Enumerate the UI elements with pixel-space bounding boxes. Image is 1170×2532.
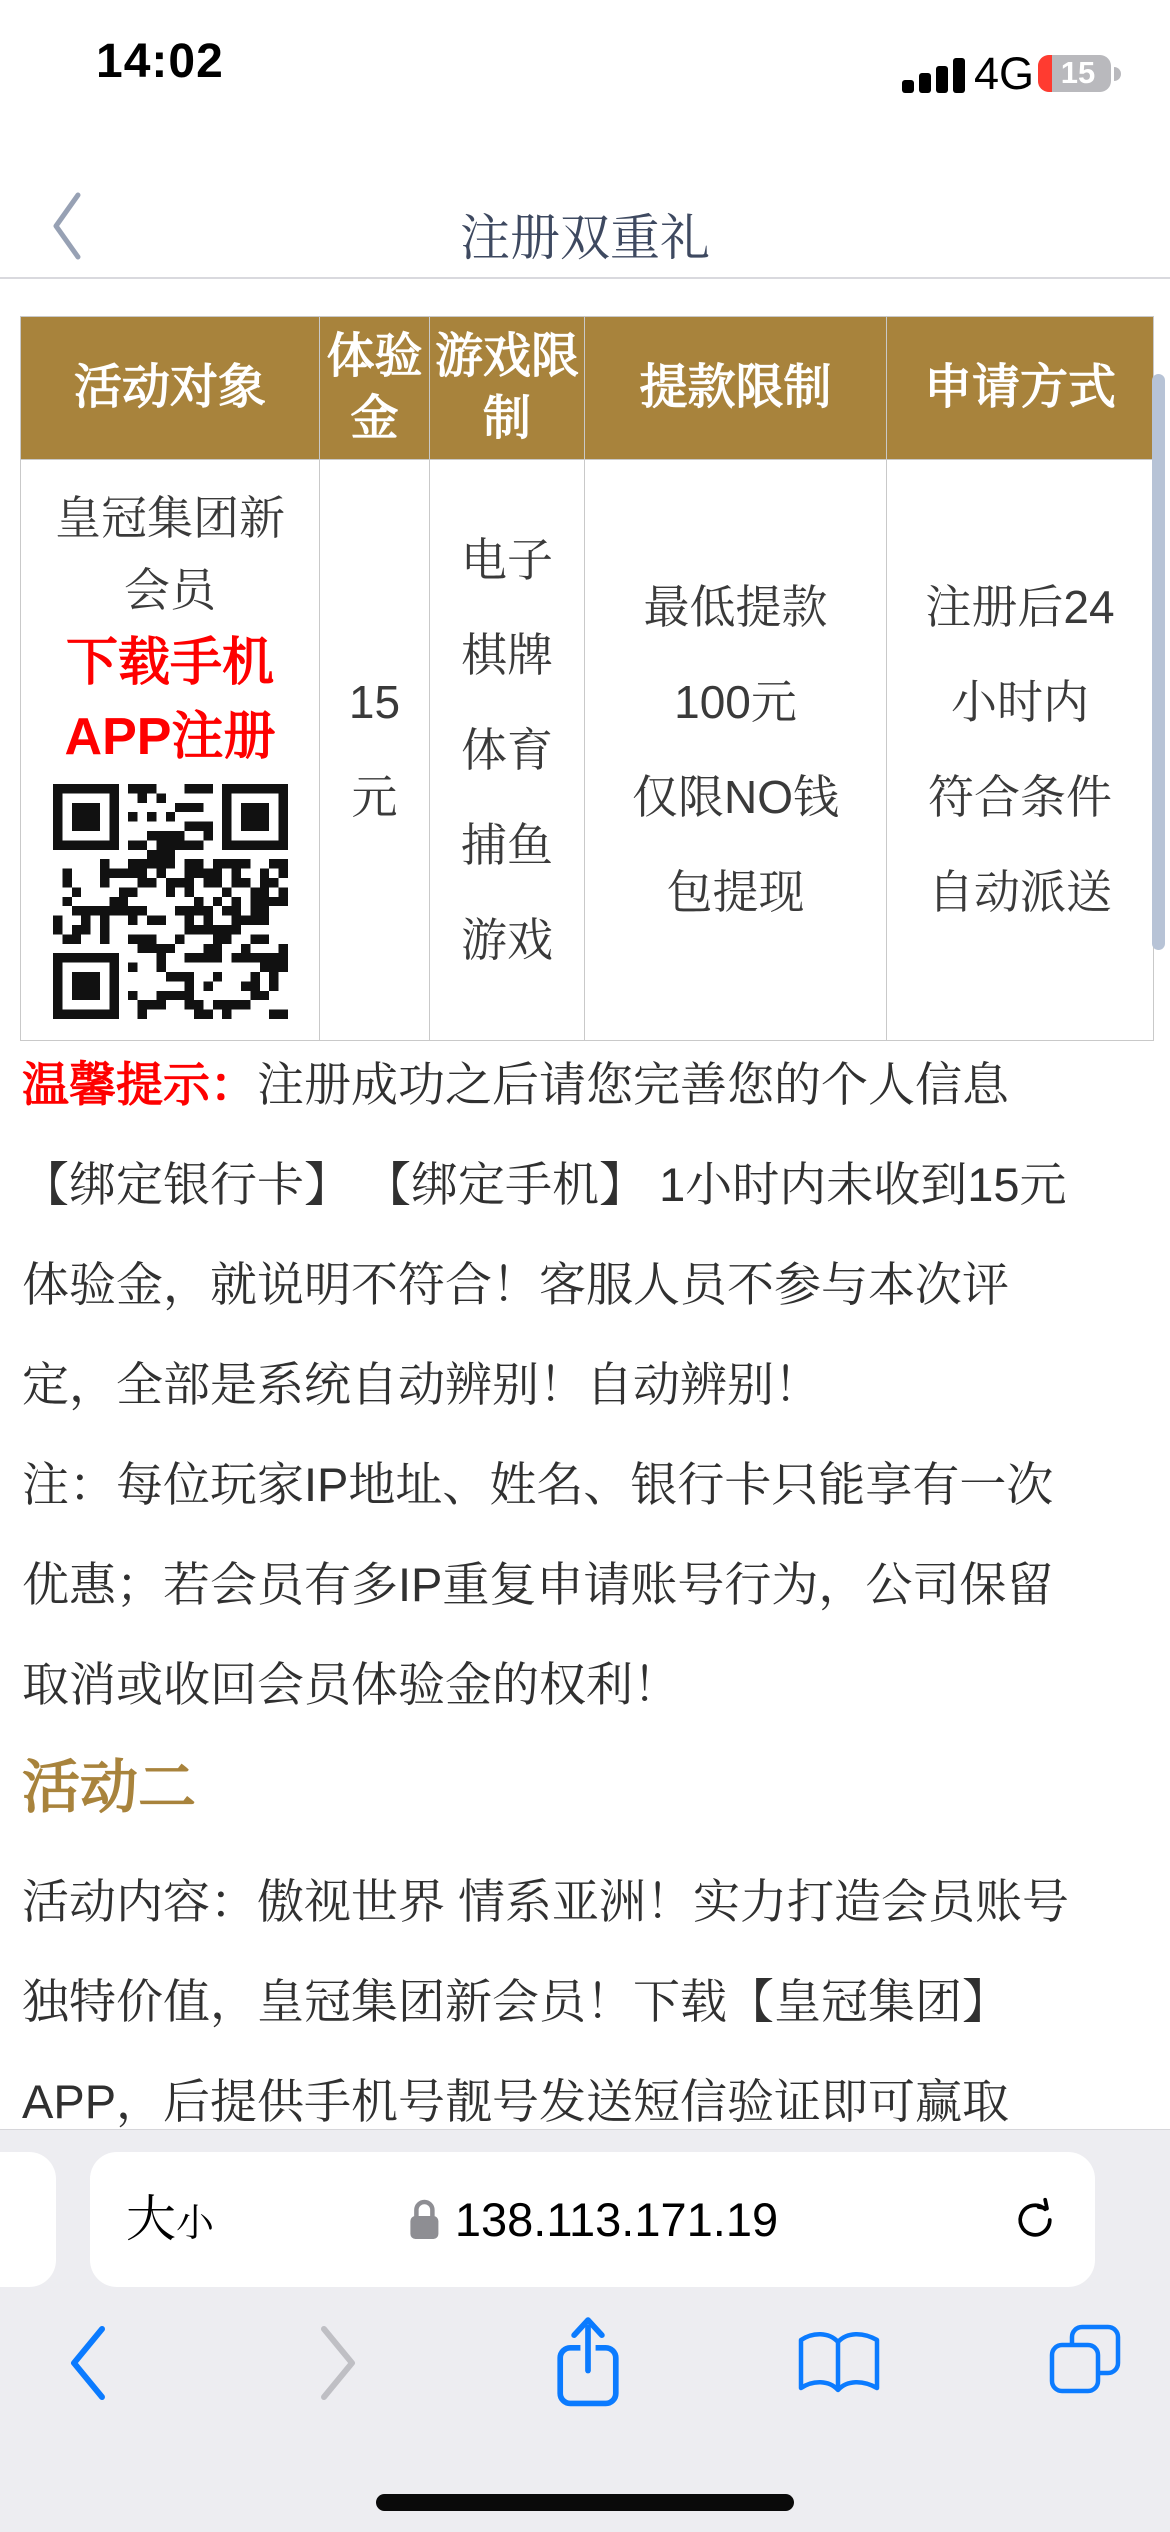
- header-activity-target: 活动对象: [21, 317, 320, 459]
- text-line: 注：每位玩家IP地址、姓名、银行卡只能享有一次: [22, 1458, 1054, 1511]
- notice-first-line: 温馨提示：注册成功之后请您完善您的个人信息: [22, 1058, 1009, 1111]
- activity2-text: [22, 1852, 1156, 2152]
- text-line: 独特价值，皇冠集团新会员！下载【皇冠集团】: [22, 1975, 1009, 2028]
- promo-table[interactable]: [20, 316, 1154, 1041]
- reload-icon[interactable]: [1011, 2196, 1059, 2244]
- nav-separator: [0, 277, 1170, 279]
- home-indicator[interactable]: [376, 2494, 794, 2511]
- battery-percent-text: 15: [1060, 55, 1096, 90]
- table-row: [21, 460, 1153, 1040]
- cell-apply-method: [887, 460, 1153, 1040]
- header-bonus: 体验金: [320, 317, 430, 459]
- notice-label: 温馨提示：: [22, 1058, 257, 1111]
- text-line: 自动派送: [927, 866, 1112, 918]
- text-size-button[interactable]: 大小: [126, 2191, 215, 2247]
- text-line: 棋牌: [461, 628, 553, 681]
- text-line: 100元: [674, 676, 797, 728]
- page-title: 注册双重礼: [460, 210, 710, 266]
- text-line: 下载手机: [65, 633, 274, 692]
- battery-icon: [1038, 54, 1122, 94]
- text-line: 电子: [461, 533, 553, 586]
- header-apply-method: 申请方式: [923, 361, 1116, 414]
- text-line: 元: [351, 771, 398, 823]
- target-text: [55, 482, 285, 626]
- cell-bonus: [320, 460, 430, 1040]
- text-line: 取消或收回会员体验金的权利！: [22, 1658, 680, 1711]
- qr-code: [53, 784, 288, 1019]
- text-line: 注册后24: [925, 581, 1115, 633]
- share-icon[interactable]: [550, 2315, 626, 2411]
- lock-icon: [407, 2197, 441, 2243]
- text-line: 仅限NO钱: [632, 771, 839, 823]
- text-line: 会员: [124, 563, 216, 616]
- browser-back-icon[interactable]: [62, 2323, 114, 2403]
- text-line: 体育: [461, 723, 553, 776]
- cell-withdraw-limit: [585, 460, 887, 1040]
- text-line: 捕鱼: [461, 818, 553, 871]
- text-line: 【绑定银行卡】 【绑定手机】 1小时内未收到15元: [22, 1158, 1067, 1211]
- text-line: 体验金，就说明不符合！客服人员不参与本次评: [22, 1258, 1009, 1311]
- status-time: 14:02: [96, 35, 224, 88]
- text-line: 游戏: [461, 913, 553, 966]
- text-line: 活动内容：傲视世界 情系亚洲！实力打造会员账号: [22, 1875, 1070, 1928]
- text-line: 小时内: [950, 676, 1089, 728]
- text-line: 符合条件: [927, 771, 1112, 823]
- adjacent-tab-peek[interactable]: [0, 2152, 56, 2287]
- table-scrollbar-thumb[interactable]: [1152, 374, 1165, 950]
- bookmarks-icon[interactable]: [795, 2330, 883, 2398]
- tabs-icon[interactable]: [1044, 2321, 1126, 2397]
- activity2-heading: 活动二: [22, 1755, 197, 1820]
- signal-strength-icon: [902, 54, 966, 94]
- url-text[interactable]: 138.113.171.19: [454, 2193, 779, 2246]
- cell-activity-target: [21, 460, 320, 1040]
- text-line: 优惠；若会员有多IP重复申请账号行为，公司保留: [22, 1558, 1054, 1611]
- network-type: 4G: [974, 48, 1035, 99]
- browser-forward-icon[interactable]: [312, 2323, 364, 2403]
- text-line: 包提现: [666, 866, 805, 918]
- notice-text: [22, 1035, 1156, 1735]
- table-header-row: [21, 317, 1153, 460]
- header-withdraw-limit: 提款限制: [585, 317, 887, 459]
- text-line: 15: [348, 676, 401, 728]
- text-line: APP，后提供手机号靓号发送短信验证即可赢取: [22, 2075, 1010, 2128]
- text-line: 定，全部是系统自动辨别！自动辨别！: [22, 1358, 821, 1411]
- target-red-text: [65, 626, 276, 774]
- header-game-limit: 游戏限制: [430, 317, 585, 459]
- text-line: 最低提款: [643, 581, 828, 633]
- url-group: [407, 2152, 778, 2287]
- address-bar[interactable]: [90, 2152, 1095, 2287]
- cell-game-limit: [430, 460, 585, 1040]
- text-line: 皇冠集团新: [55, 491, 285, 544]
- text-line: APP注册: [64, 707, 276, 766]
- safari-bottom-bar: [0, 2129, 1170, 2532]
